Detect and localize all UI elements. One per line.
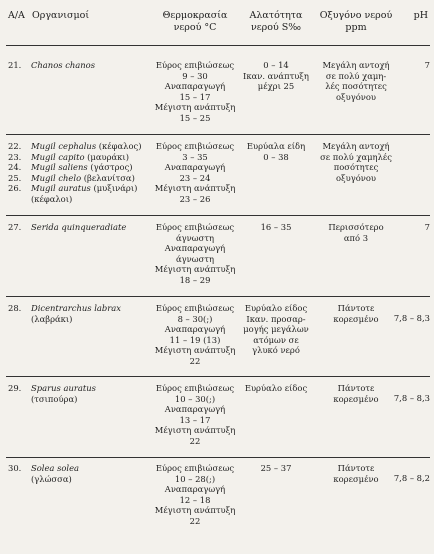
ph-cell: 7,8 – 8,3 (393, 393, 430, 403)
common-name: (κέφαλος) (96, 141, 142, 151)
oxygen-cell: Μεγάλη αντοχή σε πολύ χαμηλές ποσότητες οξυγόνου (320, 141, 392, 183)
row-divider (6, 215, 430, 216)
organism-name (31, 383, 147, 404)
scientific-name: Serida quinqueradiate (31, 222, 127, 232)
scientific-name: Dicentrarchus labrax (31, 303, 121, 313)
row-number: 30. (8, 463, 22, 473)
row-divider (6, 296, 430, 297)
scientific-name: Mugil auratus (31, 183, 91, 194)
row-divider (6, 376, 430, 377)
organism-name (31, 463, 147, 484)
common-name: (μαυράκι) (84, 151, 129, 162)
header-ph: pH (413, 10, 428, 21)
header-rule (6, 45, 430, 46)
temperature-cell: Εύρος επιβιώσεως 3 – 35 Αναπαραγωγή 23 – 24 Μέγιστη ανάπτυξη 23 – 26 (154, 141, 236, 204)
oxygen-cell: Πάντοτε κορεσμένο (333, 463, 379, 484)
row-divider (6, 457, 430, 458)
salinity-cell: Ευρύαλα είδη 0 – 38 (246, 141, 306, 162)
header-organism: Οργανισμοί (32, 10, 90, 21)
header-temp: Θερμοκρασία νερού °C (162, 10, 228, 33)
row-number: 21. (8, 60, 22, 70)
organism-name (31, 222, 147, 233)
ph-cell: 7 (424, 222, 430, 232)
scientific-name: Mugil saliens (31, 162, 88, 173)
row-number: 28. (8, 303, 22, 313)
temperature-cell: Εύρος επιβιώσεως 8 – 30(;) Αναπαραγωγή 11 – 19 (13) Μέγιστη ανάπτυξη 22 (154, 303, 236, 366)
salinity-cell: Ευρύαλο είδος Ικαν. προσαρ- μογής μεγάλων ατόμων σε γλυκό νερό (243, 303, 309, 356)
salinity-cell: 0 – 14 Ικαν. ανάπτυξη μέχρι 25 (243, 60, 309, 92)
oxygen-cell: Περισσότερο από 3 (328, 222, 384, 243)
salinity-cell: Ευρύαλο είδος (244, 383, 308, 393)
scientific-name: Mugil capito (31, 151, 85, 162)
oxygen-cell: Μεγάλη αντοχή σε πολύ χαμη- λές ποσότητες οξυγόνου (322, 60, 390, 102)
oxygen-cell: Πάντοτε κορεσμένο (333, 383, 379, 404)
scientific-name: Sparus auratus (31, 383, 96, 393)
scientific-name: Solea solea (31, 463, 80, 473)
row-divider (6, 134, 430, 135)
salinity-cell: 16 – 35 (260, 222, 292, 232)
salinity-cell: 25 – 37 (260, 463, 292, 473)
common-name: (κέφαλοι) (31, 193, 73, 204)
row-number: 22. 23. 24. 25. 26. (8, 141, 22, 194)
organism-name (31, 60, 147, 71)
temperature-cell: Εύρος επιβιώσεως 10 – 28(;) Αναπαραγωγή 12 – 18 Μέγιστη ανάπτυξη 22 (154, 463, 236, 526)
temperature-cell: Εύρος επιβιώσεως άγνωστη Αναπαραγωγή άγνωστη Μέγιστη ανάπτυξη 18 – 29 (154, 222, 236, 285)
scientific-name: Mugil chelo (31, 172, 82, 183)
common-name: (βελανίτσα) (81, 172, 135, 183)
common-name: (μυξινάρι) (90, 183, 138, 194)
row-number: 29. (8, 383, 22, 393)
ph-cell: 7 (424, 60, 430, 70)
organism-name (31, 303, 147, 324)
common-name: (λαβράκι) (31, 313, 73, 324)
temperature-cell: Εύρος επιβιώσεως 9 – 30 Αναπαραγωγή 15 – 17 Μέγιστη ανάπτυξη 15 – 25 (154, 60, 236, 123)
header-aa: Α/Α (8, 10, 25, 21)
temperature-cell: Εύρος επιβιώσεως 10 – 30(;) Αναπαραγωγή 13 – 17 Μέγιστη ανάπτυξη 22 (154, 383, 236, 446)
common-name: (γάστρος) (87, 162, 133, 173)
header-salinity: Αλατότητα νερού S‰ (249, 10, 303, 33)
ph-cell: 7,8 – 8,2 (393, 473, 430, 483)
organism-name (31, 141, 147, 205)
common-name: (γλώσσα) (31, 473, 72, 484)
header-oxygen: Οξυγόνο νερού ppm (319, 10, 393, 33)
scientific-name: Mugil cephalus (31, 141, 97, 151)
row-number: 27. (8, 222, 22, 232)
ph-cell: 7,8 – 8,3 (393, 313, 430, 323)
common-name: (τσιπούρα) (31, 393, 78, 404)
oxygen-cell: Πάντοτε κορεσμένο (333, 303, 379, 324)
scientific-name: Chanos chanos (31, 60, 96, 70)
